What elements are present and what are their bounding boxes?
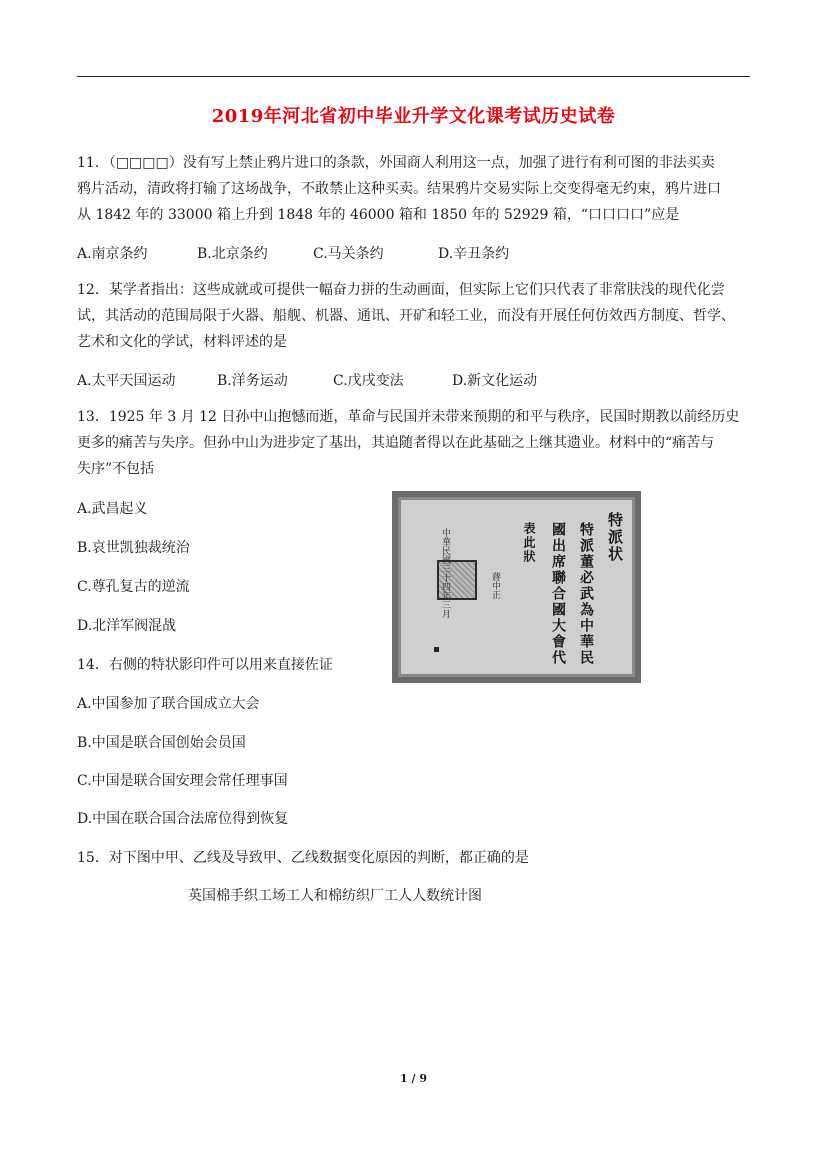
q12-option-d[interactable]: D.新文化运动 [452,373,538,389]
q11-option-c[interactable]: C.马关条约 [313,246,384,262]
q13-line-2: 更多的痛苦与失序。但孙中山为进步定了基出，其追随者得以在此基础之上继其遗业。材料中的“痛苦与 [77,435,715,451]
q13-line-1: 13．1925 年 3 月 12 日孙中山抱憾而逝，革命与民国并未带来预期的和平与秩序，民国时期教以前经历史 [77,409,740,425]
certificate-title: 特派状 [606,512,624,563]
q11-line-3: 从 1842 年的 33000 箱上升到 1848 年的 46000 箱和 1850 年的 52929 箱，“口口口口”应是 [77,207,680,223]
chart-title: 英国棉手织工场工人和棉纺织厂工人人数统计图 [188,888,482,904]
header-rule [77,76,750,77]
question-14: 14．右侧的特状影印件可以用来直接佐证 [77,657,333,673]
question-11 [77,150,750,228]
q14-option-d[interactable]: D.中国在联合国合法席位得到恢复 [77,811,289,827]
q13-option-a[interactable]: A.武昌起义 [77,501,148,517]
q11-line-2: 鸦片活动，清政将打输了这场战争，不敢禁止这种买卖。结果鸦片交易实际上交变得毫无约束，鸦片进口 [77,181,721,197]
q11-line-1: 11．（□□□□）没有写上禁止鸦片进口的条款，外国商人利用这一点，加强了进行有利可图的非法买卖 [77,155,715,171]
page-title: 2019年河北省初中毕业升学文化课考试历史试卷 [211,106,616,127]
q11-options [77,243,509,263]
q12-line-3: 艺术和文化的学试，材料评述的是 [77,334,287,350]
q12-options [77,370,537,390]
q12-option-a[interactable]: A.太平天国运动 [77,373,176,389]
q13-option-d[interactable]: D.北洋军阀混战 [77,618,177,634]
q12-line-1: 12．某学者指出：这些成就或可提供一幅奋力拼的生动画面，但实际上它们只代表了非常肤浅的现代化尝 [77,282,725,298]
certificate-line-2: 國出席聯合國大會代 [550,522,566,666]
q12-option-c[interactable]: C.戊戌变法 [333,373,404,389]
q12-line-2: 试，其活动的范围局限于火器、船舰、机器、通讯、开矿和轻工业，而没有开展任何仿效西方制度、哲学、 [77,308,735,324]
q11-option-d[interactable]: D.辛丑条约 [438,246,510,262]
certificate-paper [398,497,635,677]
certificate-line-1: 特派董必武為中華民 [578,522,594,666]
q11-option-b[interactable]: B.北京条约 [197,246,268,262]
q14-option-c[interactable]: C.中国是联合国安理会常任理事国 [77,773,288,789]
q13-option-c[interactable]: C.尊孔复古的逆流 [77,579,190,595]
certificate-line-3: 表此狀 [522,522,536,564]
certificate-signature: 蔣中正 [490,572,500,599]
q11-option-a[interactable]: A.南京条约 [77,246,148,262]
q14-option-b[interactable]: B.中国是联合国创始会员国 [77,735,246,751]
certificate-image [392,491,641,683]
question-13 [77,404,750,482]
certificate-mark [434,647,439,652]
question-15: 15．对下图中甲、乙线及导致甲、乙线数据变化原因的判断，都正确的是 [77,850,529,866]
question-12 [77,277,750,355]
q13-option-b[interactable]: B.哀世凯独裁统治 [77,540,190,556]
q13-line-3: 失序”不包括 [77,461,155,477]
q14-option-a[interactable]: A.中国参加了联合国成立大会 [77,696,260,712]
q12-option-b[interactable]: B.洋务运动 [217,373,288,389]
certificate-date: 中華民國三十四年三月 [440,528,450,618]
page-number: 1 / 9 [400,1072,427,1085]
